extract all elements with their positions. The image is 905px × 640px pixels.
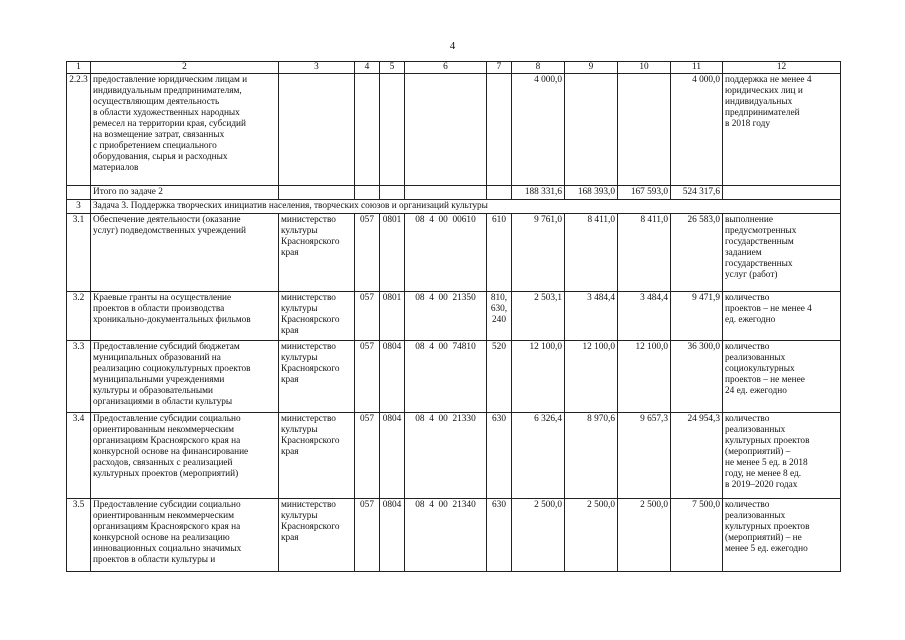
rzpr-code: 0804 <box>380 341 405 413</box>
value-total: 7 500,0 <box>671 499 723 572</box>
measure-name: Предоставление субсидии социально ориентированным некоммерческим организациям Красноярского края на конкурсной основе на финансирование расходов, связанных с реализацией культурных проектов (мероприятий) <box>91 413 279 499</box>
total-row <box>67 186 841 200</box>
value-2018: 9 761,0 <box>512 214 565 292</box>
table-row <box>67 214 841 292</box>
header-cell: 4 <box>355 62 380 74</box>
header-cell: 1 <box>67 62 91 74</box>
value-2019: 8 970,6 <box>565 413 618 499</box>
rzpr-code: 0801 <box>380 214 405 292</box>
responsible-org: министерство культуры Красноярского края <box>279 341 355 413</box>
empty-cell <box>723 186 841 200</box>
grbs-code: 057 <box>355 499 380 572</box>
header-cell: 2 <box>91 62 279 74</box>
empty-cell <box>355 74 380 186</box>
grbs-code: 057 <box>355 214 380 292</box>
row-number: 3.1 <box>67 214 91 292</box>
vr-code: 610 <box>487 214 512 292</box>
empty-cell <box>405 186 487 200</box>
task-number: 3 <box>67 200 91 214</box>
rzpr-code: 0801 <box>380 292 405 341</box>
value-2020: 8 411,0 <box>618 214 671 292</box>
responsible-org: министерство культуры Красноярского края <box>279 214 355 292</box>
value-2020: 9 657,3 <box>618 413 671 499</box>
program-table <box>66 61 841 572</box>
grbs-code: 057 <box>355 292 380 341</box>
value-total: 9 471,9 <box>671 292 723 341</box>
value-total: 26 583,0 <box>671 214 723 292</box>
expected-result: выполнение предусмотренных государственным заданием государственных услуг (работ) <box>723 214 841 292</box>
table-row <box>67 292 841 341</box>
row-number: 3.5 <box>67 499 91 572</box>
value-2018: 12 100,0 <box>512 341 565 413</box>
responsible-org: министерство культуры Красноярского края <box>279 499 355 572</box>
header-row <box>67 62 841 74</box>
csr-code: 08 4 00 74810 <box>405 341 487 413</box>
value-2019: 3 484,4 <box>565 292 618 341</box>
header-cell: 3 <box>279 62 355 74</box>
header-cell: 11 <box>671 62 723 74</box>
value-2019: 8 411,0 <box>565 214 618 292</box>
rzpr-code: 0804 <box>380 413 405 499</box>
page-number: 4 <box>449 40 456 52</box>
measure-name: предоставление юридическим лицам и индивидуальным предпринимателям, осуществляющим деятельность в области художественных народных ремесел на территории края, субсидий на возмещение затрат, связанных с приобретением специального оборудования, сырья и расходных материалов <box>91 74 279 186</box>
csr-code: 08 4 00 21350 <box>405 292 487 341</box>
header-cell: 10 <box>618 62 671 74</box>
total-label: Итого по задаче 2 <box>91 186 279 200</box>
value-2020: 3 484,4 <box>618 292 671 341</box>
expected-result: поддержка не менее 4 юридических лиц и индивидуальных предпринимателей в 2018 году <box>723 74 841 186</box>
empty-cell <box>618 74 671 186</box>
value-total: 4 000,0 <box>671 74 723 186</box>
measure-name: Обеспечение деятельности (оказание услуг) подведомственных учреждений <box>91 214 279 292</box>
empty-cell <box>67 186 91 200</box>
value-2019: 2 500,0 <box>565 499 618 572</box>
empty-cell <box>380 74 405 186</box>
value-2018: 2 500,0 <box>512 499 565 572</box>
row-number: 3.4 <box>67 413 91 499</box>
value-2019: 12 100,0 <box>565 341 618 413</box>
table-row <box>67 499 841 572</box>
rzpr-code: 0804 <box>380 499 405 572</box>
grbs-code: 057 <box>355 341 380 413</box>
header-cell: 8 <box>512 62 565 74</box>
csr-code: 08 4 00 21330 <box>405 413 487 499</box>
grbs-code: 057 <box>355 413 380 499</box>
header-cell: 9 <box>565 62 618 74</box>
vr-code: 630 <box>487 413 512 499</box>
value-2018: 6 326,4 <box>512 413 565 499</box>
vr-code: 810, 630, 240 <box>487 292 512 341</box>
header-cell: 5 <box>380 62 405 74</box>
table-row <box>67 74 841 186</box>
measure-name: Предоставление субсидий бюджетам муниципальных образований на реализацию социокультурных проектов муниципальными учреждениями культуры и образовательными организациями в области культуры <box>91 341 279 413</box>
table-row <box>67 341 841 413</box>
header-cell: 7 <box>487 62 512 74</box>
value-2018: 4 000,0 <box>512 74 565 186</box>
task-heading: Задача 3. Поддержка творческих инициатив населения, творческих союзов и организаций культуры <box>91 200 841 214</box>
header-cell: 6 <box>405 62 487 74</box>
table-row <box>67 413 841 499</box>
row-number: 3.2 <box>67 292 91 341</box>
empty-cell <box>355 186 380 200</box>
measure-name: Предоставление субсидии социально ориентированным некоммерческим организациям Красноярского края на конкурсной основе на реализацию инновационных социально значимых проектов в области культуры и <box>91 499 279 572</box>
value-total: 524 317,6 <box>671 186 723 200</box>
vr-code: 520 <box>487 341 512 413</box>
empty-cell <box>380 186 405 200</box>
header-cell: 12 <box>723 62 841 74</box>
empty-cell <box>279 74 355 186</box>
value-2020: 2 500,0 <box>618 499 671 572</box>
value-total: 36 300,0 <box>671 341 723 413</box>
row-number: 3.3 <box>67 341 91 413</box>
csr-code: 08 4 00 21340 <box>405 499 487 572</box>
empty-cell <box>565 74 618 186</box>
value-2020: 167 593,0 <box>618 186 671 200</box>
empty-cell <box>279 186 355 200</box>
value-total: 24 954,3 <box>671 413 723 499</box>
responsible-org: министерство культуры Красноярского края <box>279 292 355 341</box>
row-number: 2.2.3 <box>67 74 91 186</box>
value-2020: 12 100,0 <box>618 341 671 413</box>
empty-cell <box>405 74 487 186</box>
expected-result: количество реализованных культурных проектов (мероприятий) – не менее 5 ед. ежегодно <box>723 499 841 572</box>
csr-code: 08 4 00 00610 <box>405 214 487 292</box>
empty-cell <box>487 186 512 200</box>
task-heading-row <box>67 200 841 214</box>
empty-cell <box>487 74 512 186</box>
expected-result: количество реализованных социокультурных проектов – не менее 24 ед. ежегодно <box>723 341 841 413</box>
expected-result: количество проектов – не менее 4 ед. ежегодно <box>723 292 841 341</box>
measure-name: Краевые гранты на осуществление проектов в области производства хроникально-документальных фильмов <box>91 292 279 341</box>
responsible-org: министерство культуры Красноярского края <box>279 413 355 499</box>
expected-result: количество реализованных культурных проектов (мероприятий) – не менее 5 ед. в 2018 году, не менее 8 ед. в 2019–2020 годах <box>723 413 841 499</box>
value-2018: 2 503,1 <box>512 292 565 341</box>
value-2019: 168 393,0 <box>565 186 618 200</box>
vr-code: 630 <box>487 499 512 572</box>
value-2018: 188 331,6 <box>512 186 565 200</box>
